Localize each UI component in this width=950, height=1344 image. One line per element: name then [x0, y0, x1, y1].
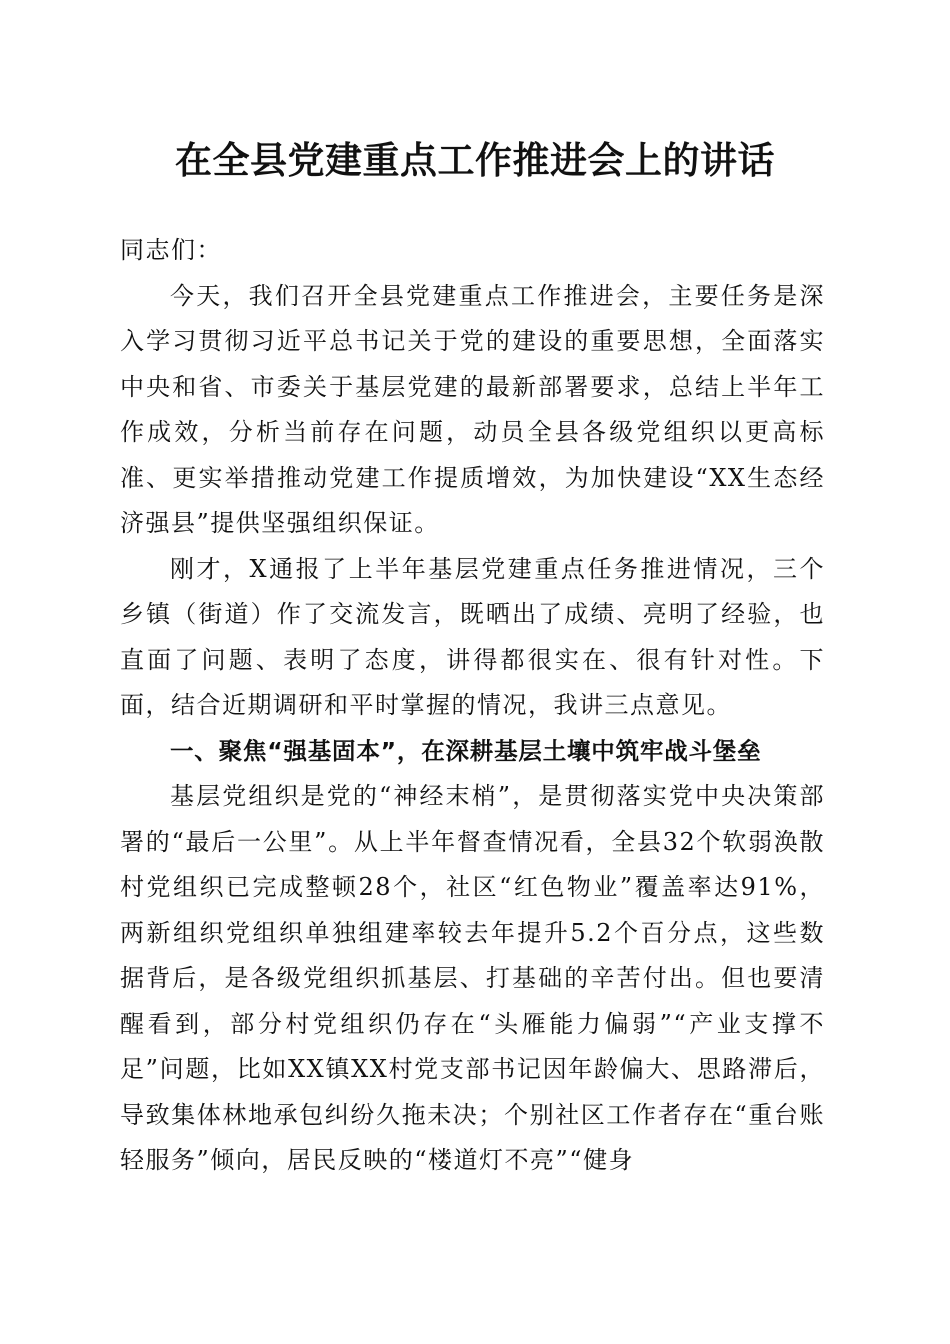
document-title: 在全县党建重点工作推进会上的讲话 [175, 138, 775, 182]
section-paragraph: 基层党组织是党的“神经末梢”，是贯彻落实党中央决策部署的“最后一公里”。从上半年督查情况看，全县32个软弱涣散村党组织已完成整顿28个，社区“红色物业”覆盖率达91%，两新组织党组织单独组建率较去年提升5.2个百分点，这些数据背后，是各级党组织抓基层、打基础的辛苦付出。但也要清醒看到，部分村党组织仍存在“头雁能力偏弱”“产业支撑不足”问题，比如XX镇XX村党支部书记因年龄偏大、思路滞后，导致集体林地承包纠纷久拖未决；个别社区工作者存在“重台账轻服务”倾向，居民反映的“楼道灯不亮”“健身 [120, 782, 825, 1174]
section-heading: 一、聚焦“强基固本”，在深耕基层土壤中筑牢战斗堡垒 [170, 736, 762, 765]
salutation: 同志们： [120, 236, 222, 264]
document-body [120, 228, 825, 1184]
paragraph-opening: 今天，我们召开全县党建重点工作推进会，主要任务是深入学习贯彻习近平总书记关于党的建设的重要思想，全面落实中央和省、市委关于基层党建的最新部署要求，总结上半年工作成效，分析当前存在问题，动员全县各级党组织以更高标准、更实举措推动党建工作提质增效，为加快建设“XX生态经济强县”提供坚强组织保证。 [120, 281, 825, 537]
paragraph-overview: 刚才，X通报了上半年基层党建重点任务推进情况，三个乡镇（街道）作了交流发言，既晒出了成绩、亮明了经验，也直面了问题、表明了态度，讲得都很实在、很有针对性。下面，结合近期调研和平时掌握的情况，我讲三点意见。 [120, 554, 825, 719]
